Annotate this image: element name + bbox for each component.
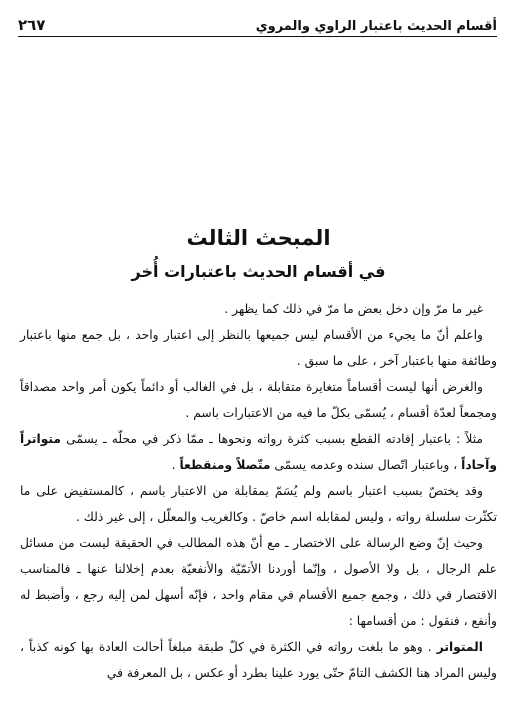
- paragraph-4-text-a: باعتبار إفادته القطع بسبب كثرة رواته ونحوها ـ ممّا ذكر في محلّه ـ يسمّى: [61, 432, 457, 446]
- page-header: [18, 12, 497, 37]
- term-mutawatir-ahad: متواتراً وآحاداً: [20, 432, 497, 472]
- paragraph-6: وحيث إنّ وضع الرسالة على الاختصار ـ مع أنّ هذه المطالب في الحقيقة ليست من مسائل علم الرجال ، بل ولا الأصول ، وإنّما أوردنا الأتمّيّة والأنفعيّة بعدم إخلالنا عنها ـ فالمناسب الاقتصار في ذلك ، وجمع جميع الأقسام في مقام واحد ، فإنّه أسهل لمن إليه رجع ، وأضبط له وأنفع ، فنقول : من أقسامها :: [20, 536, 497, 628]
- paragraph-1: غير ما مرّ وإن دخل بعض ما مرّ في ذلك كما يظهر .: [224, 302, 483, 316]
- paragraph-7-text: . وهو ما بلغت رواته في الكثرة في كلّ طبقة مبلغاً أحالت العادة بها كونه كذباً ، وليس المراد هنا الكشف التامّ حتّى يورد علينا بطرد أو عكس ، بل المعرفة في: [20, 640, 497, 680]
- paragraph-7: [20, 634, 497, 686]
- section-subheading: في أقسام الحديث باعتبارات أُخر: [131, 262, 386, 281]
- paragraph-2: واعلم أنّ ما يجيء من الأقسام ليس جميعها بالنظر إلى اعتبار واحد ، بل جمع منها باعتبار وطائفة منها باعتبار آخر ، على ما سبق .: [20, 328, 497, 368]
- term-mutawatir: المتواتر: [436, 640, 483, 654]
- paragraph-4-text-b: ، وباعتبار اتّصال سنده وعدمه يسمّى: [270, 458, 462, 472]
- paragraph-4: [20, 426, 497, 478]
- paragraph-5: وقد يختصّ بسبب اعتبار باسم ولم يُسَمّ بمقابلة من الاعتبار باسم ، كالمستفيض على ما تكثّرت سلسلة رواته ، وليس لمقابله اسم خاصّ . وكالغريب والمعلّل ، إلى غير ذلك .: [20, 484, 497, 524]
- page-number: ٢٦٧: [18, 16, 46, 34]
- body-text: [20, 296, 497, 686]
- running-title: أقسام الحديث باعتبار الراوي والمروي: [255, 19, 497, 34]
- section-heading: المبحث الثالث: [186, 226, 331, 250]
- paragraph-4-text-c: .: [171, 458, 180, 472]
- example-label: مثلاً :: [456, 432, 483, 446]
- term-muttasil-munqati: متّصلاً ومنقطعاً: [179, 458, 271, 472]
- paragraph-3: والغرض أنها ليست أقساماً متغايرة متقابلة ، بل في الغالب أو دائماً يكون أمر واحد مصداقاً ومجمعاً لعدّة أقسام ، يُسمّى بكلّ ما فيه من الاعتبارات باسم .: [20, 380, 497, 420]
